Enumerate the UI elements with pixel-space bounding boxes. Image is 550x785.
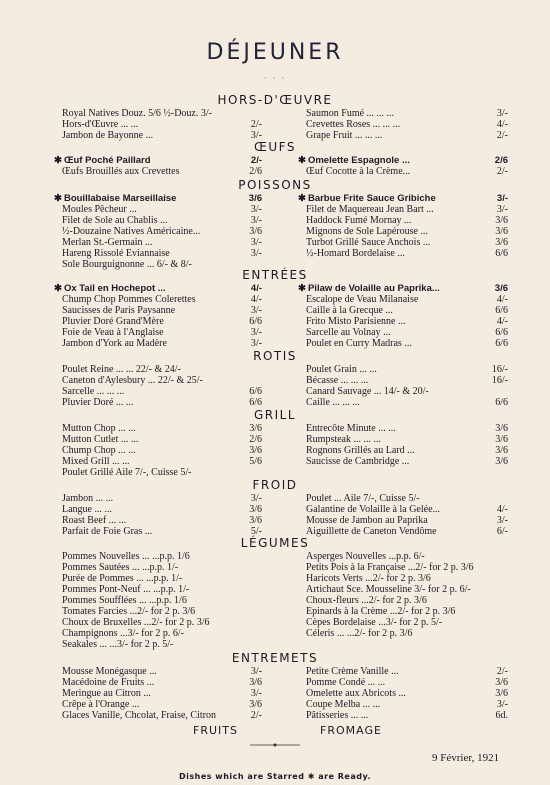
menu-item	[62, 562, 262, 573]
item-price: 3/6	[248, 193, 262, 204]
item-name: Entrecôte Minute ... ...	[306, 423, 396, 434]
menu-item	[306, 515, 508, 526]
item-price: 3/6	[495, 677, 508, 688]
item-price: 3/6	[495, 237, 508, 248]
item-name: Ox Tail en Hochepot ...	[63, 283, 166, 294]
item-price: 3/-	[250, 130, 262, 141]
item-price: 4/-	[496, 504, 508, 515]
item-name: Pomme Condé ... ...	[306, 677, 386, 688]
menu-item	[62, 639, 262, 650]
item-price: 3/6	[495, 226, 508, 237]
item-name: Canard Sauvage ... 14/- & 20/-	[306, 386, 429, 397]
menu-item	[306, 493, 508, 504]
section-heading: POISSONS	[238, 178, 312, 192]
item-price: 3/6	[495, 215, 508, 226]
menu-item	[306, 316, 508, 327]
item-price: 3/6	[249, 423, 262, 434]
menu-item	[54, 155, 262, 166]
item-price: 3/6	[495, 445, 508, 456]
item-price: 2/6	[494, 155, 508, 166]
menu-item	[306, 445, 508, 456]
menu-item	[62, 423, 262, 434]
item-name: Jambon d'York au Madère	[62, 338, 167, 349]
item-price: 3/-	[250, 215, 262, 226]
item-name: Artichaut Sce. Mousseline 3/- for 2 p. 6/-	[306, 584, 471, 595]
item-price: 6/6	[495, 248, 508, 259]
ornament-divider	[250, 742, 300, 748]
menu-item	[62, 551, 262, 562]
item-price: 3/6	[495, 688, 508, 699]
item-name: Frito Misto Parisienne ...	[306, 316, 406, 327]
item-price: 3/-	[250, 666, 262, 677]
menu-item	[298, 193, 508, 204]
item-price: 6d.	[495, 710, 508, 721]
menu-item	[298, 155, 508, 166]
item-price: 3/-	[250, 493, 262, 504]
menu-item	[306, 573, 508, 584]
item-price: 3/6	[249, 504, 262, 515]
menu-item	[54, 283, 262, 294]
item-price: 3/-	[250, 688, 262, 699]
menu-item	[306, 375, 508, 386]
section-heading: HORS-D'ŒUVRE	[217, 93, 333, 107]
item-price: 5/-	[250, 526, 262, 537]
item-name: Chump Chop ... ...	[62, 445, 136, 456]
menu-item	[62, 248, 262, 259]
menu-item	[306, 215, 508, 226]
item-name: Pommes Nouvelles ... ...p.p. 1/6	[62, 551, 190, 562]
menu-item	[62, 397, 262, 408]
item-price: 3/-	[496, 108, 508, 119]
item-name: Glaces Vanille, Chcolat, Fraise, Citron	[62, 710, 216, 721]
item-name: Escalope de Veau Milanaise	[306, 294, 419, 305]
page-title: DÉJEUNER	[206, 40, 344, 65]
menu-item	[62, 445, 262, 456]
item-name: Filet de Sole au Chablis ...	[62, 215, 168, 226]
item-name: Mutton Cutlet ... ...	[62, 434, 139, 445]
item-name: Caille à la Grecque ...	[306, 305, 393, 316]
item-name: Cèpes Bordelaise ...3/- for 2 p. 5/-	[306, 617, 443, 628]
menu-item	[306, 551, 508, 562]
item-name: Jambon de Bayonne ...	[62, 130, 154, 141]
menu-item	[306, 423, 508, 434]
item-price: 6/6	[495, 338, 508, 349]
menu-item	[306, 595, 508, 606]
item-name: Turbot Grillé Sauce Anchois ...	[306, 237, 431, 248]
menu-item	[298, 283, 508, 294]
item-name: Sole Bourguignonne ... 6/- & 8/-	[62, 259, 192, 270]
item-price: 3/-	[250, 248, 262, 259]
item-name: Merlan St.-Germain ...	[62, 237, 153, 248]
menu-item	[306, 584, 508, 595]
section-heading: GRILL	[253, 408, 297, 422]
item-name: Jambon ... ...	[62, 493, 114, 504]
item-name: Poulet Grillé Aile 7/-, Cuisse 5/-	[62, 467, 192, 478]
item-name: Haricots Verts ...2/- for 2 p. 3/6	[306, 573, 431, 584]
item-price: 3/-	[250, 204, 262, 215]
item-price: 3/6	[495, 423, 508, 434]
menu-item	[306, 397, 508, 408]
menu-item	[306, 710, 508, 721]
menu-item	[62, 666, 262, 677]
item-price: 6/6	[249, 316, 262, 327]
item-price: 2/6	[249, 166, 262, 177]
menu-date: 9 Février, 1921	[432, 752, 500, 764]
item-name: Pilaw de Volaille au Paprika...	[307, 283, 440, 294]
menu-item	[306, 628, 508, 639]
item-name: Rognons Grillés au Lard ...	[306, 445, 415, 456]
menu-item	[306, 504, 508, 515]
menu-item	[62, 327, 262, 338]
item-price: 6/6	[495, 327, 508, 338]
menu-item	[62, 606, 262, 617]
item-name: Filet de Maquereau Jean Bart ...	[306, 204, 434, 215]
section-heading: LÉGUMES	[240, 536, 310, 550]
item-name: Pommes Sautées ... ...p.p. 1/-	[62, 562, 179, 573]
item-name: Pluvier Doré ... ...	[62, 397, 134, 408]
item-name: Poulet Grain ... ...	[306, 364, 377, 375]
menu-item	[306, 606, 508, 617]
item-name: Bécasse ... ... ...	[306, 375, 369, 386]
item-name: ½-Douzaine Natives Américaine...	[62, 226, 201, 237]
menu-item	[62, 584, 262, 595]
item-name: Pommes Pont-Neuf ... ...p.p. 1/-	[62, 584, 190, 595]
item-name: Mousse Monégasque ...	[62, 666, 157, 677]
menu-item	[306, 386, 508, 397]
item-name: Roast Beef ... ...	[62, 515, 127, 526]
item-name: Choux-fleurs ...2/- for 2 p. 3/6	[306, 595, 427, 606]
item-price: 6/6	[249, 386, 262, 397]
menu-item	[306, 226, 508, 237]
title-divider: · · ·	[264, 74, 286, 83]
item-price: 3/-	[496, 193, 508, 204]
item-price: 4/-	[496, 294, 508, 305]
item-name: Hareng Rissolé Eviannaise	[62, 248, 170, 259]
item-name: Foie de Veau à l'Anglaise	[62, 327, 164, 338]
item-name: Petite Crème Vanille ...	[306, 666, 399, 677]
star-icon: ✱	[298, 193, 306, 204]
menu-item	[62, 515, 262, 526]
item-price: 3/6	[495, 456, 508, 467]
item-name: Omelette Espagnole ...	[307, 155, 410, 166]
menu-item	[62, 677, 262, 688]
item-name: Coupe Melba ... ...	[306, 699, 381, 710]
menu-item	[62, 338, 262, 349]
menu-item	[62, 316, 262, 327]
item-price: 16/-	[491, 364, 508, 375]
item-name: Poulet en Curry Madras ...	[306, 338, 412, 349]
item-name: Parfait de Foie Gras ...	[62, 526, 153, 537]
item-name: Barbue Frite Sauce Gribiche	[307, 193, 436, 204]
item-price: 6/6	[495, 397, 508, 408]
item-name: Saumon Fumé ... ... ...	[306, 108, 395, 119]
menu-item	[306, 305, 508, 316]
item-name: Céleris ... ...2/- for 2 p. 3/6	[306, 628, 413, 639]
item-name: Moules Pêcheur ...	[62, 204, 137, 215]
item-price: 16/-	[491, 375, 508, 386]
menu-item	[306, 294, 508, 305]
menu-item	[62, 493, 262, 504]
item-name: Choux de Bruxelles ...2/- for 2 p. 3/6	[62, 617, 210, 628]
item-name: Aiguillette de Caneton Vendôme	[306, 526, 437, 537]
section-heading: ROTIS	[253, 349, 297, 363]
menu-item	[306, 456, 508, 467]
item-name: Seakales ... ...3/- for 2 p. 5/-	[62, 639, 174, 650]
menu-item	[62, 467, 262, 478]
menu-item	[306, 562, 508, 573]
section-heading: ENTREMETS	[231, 651, 319, 665]
section-heading: FROID	[252, 478, 298, 492]
menu-item	[306, 677, 508, 688]
menu-item	[62, 215, 262, 226]
star-icon: ✱	[54, 283, 62, 294]
item-price: 4/-	[496, 119, 508, 130]
menu-item	[62, 573, 262, 584]
menu-item	[62, 108, 262, 119]
item-price: 3/-	[496, 204, 508, 215]
item-price: 3/6	[495, 434, 508, 445]
section-heading: ŒUFS	[254, 140, 296, 154]
item-name: ½-Homard Bordelaise ...	[306, 248, 405, 259]
item-name: Pâtisseries ... ...	[306, 710, 369, 721]
item-price: 3/6	[249, 677, 262, 688]
item-price: 3/-	[250, 327, 262, 338]
item-price: 2/-	[250, 119, 262, 130]
item-name: Grape Fruit ... ... ...	[306, 130, 383, 141]
menu-item	[62, 119, 262, 130]
item-price: 2/-	[250, 155, 262, 166]
star-icon: ✱	[298, 283, 306, 294]
item-price: 3/6	[249, 699, 262, 710]
menu-item	[62, 294, 262, 305]
item-name: Haddock Fumé Mornay ...	[306, 215, 412, 226]
item-name: Mousse de Jambon au Paprika	[306, 515, 428, 526]
item-price: 4/-	[250, 294, 262, 305]
menu-item	[306, 204, 508, 215]
menu-item	[62, 699, 262, 710]
star-icon: ✱	[54, 193, 62, 204]
item-price: 2/-	[250, 710, 262, 721]
menu-item	[306, 327, 508, 338]
menu-item	[62, 166, 262, 177]
item-name: Meringue au Citron ...	[62, 688, 151, 699]
item-price: 2/-	[496, 166, 508, 177]
item-name: Caneton d'Aylesbury ... 22/- & 25/-	[62, 375, 203, 386]
menu-item	[62, 305, 262, 316]
menu-item	[62, 456, 262, 467]
item-name: Crevettes Roses ... ... ...	[306, 119, 401, 130]
menu-item	[62, 364, 262, 375]
item-name: Hors-d'Œuvre ... ...	[62, 119, 139, 130]
star-icon: ✱	[54, 155, 62, 166]
item-price: 6/6	[495, 305, 508, 316]
menu-item	[306, 617, 508, 628]
item-price: 2/-	[496, 666, 508, 677]
item-name: Langue ... ...	[62, 504, 112, 515]
item-name: Rumpsteak ... ... ...	[306, 434, 381, 445]
item-name: Crêpe à l'Orange ...	[62, 699, 140, 710]
item-price: 3/-	[496, 515, 508, 526]
item-price: 5/6	[249, 456, 262, 467]
menu-item	[62, 226, 262, 237]
item-name: Mixed Grill ... ...	[62, 456, 130, 467]
menu-item	[62, 688, 262, 699]
menu-item	[306, 699, 508, 710]
item-name: Pommes Soufflées ... ...p.p. 1/6	[62, 595, 187, 606]
item-name: Poulet Reine ... ... 22/- & 24/-	[62, 364, 181, 375]
item-name: Epinards à la Crème ...2/- for 2 p. 3/6	[306, 606, 456, 617]
fruits-heading: FRUITS	[193, 724, 238, 737]
item-price: 6/-	[496, 526, 508, 537]
item-price: 4/-	[496, 316, 508, 327]
menu-item	[306, 119, 508, 130]
item-price: 3/6	[249, 515, 262, 526]
menu-item	[62, 386, 262, 397]
item-price: 3/-	[250, 237, 262, 248]
star-icon: ✱	[298, 155, 306, 166]
menu-item	[62, 204, 262, 215]
item-price: 3/6	[249, 445, 262, 456]
menu-item	[306, 364, 508, 375]
item-name: Asperges Nouvelles ...p.p. 6/-	[306, 551, 425, 562]
item-name: Sarcelle au Volnay ...	[306, 327, 391, 338]
item-name: Purée de Pommes ... ...p.p. 1/-	[62, 573, 183, 584]
menu-item	[306, 248, 508, 259]
menu-item	[62, 434, 262, 445]
item-name: Galantine de Volaille à la Gelée...	[306, 504, 441, 515]
item-price: 3/6	[249, 226, 262, 237]
menu-item	[62, 710, 262, 721]
menu-item	[306, 666, 508, 677]
item-name: Pluvier Doré Grand'Mère	[62, 316, 164, 327]
item-name: Saucisses de Paris Paysanne	[62, 305, 176, 316]
menu-item	[54, 193, 262, 204]
item-price: 4/-	[250, 283, 262, 294]
menu-item	[306, 434, 508, 445]
item-name: Œufs Brouillés aux Crevettes	[62, 166, 180, 177]
item-name: Royal Natives Douz. 5/6 ½-Douz. 3/-	[62, 108, 212, 119]
item-name: Champignons ...3/- for 2 p. 6/-	[62, 628, 184, 639]
item-price: 6/6	[249, 397, 262, 408]
menu-item	[306, 166, 508, 177]
item-name: Bouillabaise Marseillaise	[63, 193, 177, 204]
item-price: 2/6	[249, 434, 262, 445]
menu-item	[306, 108, 508, 119]
item-name: Petits Pois à la Française ...2/- for 2 p. 3/6	[306, 562, 474, 573]
menu-item	[306, 237, 508, 248]
item-price: 3/-	[496, 699, 508, 710]
fromage-heading: FROMAGE	[320, 724, 382, 737]
menu-item	[62, 595, 262, 606]
menu-item	[62, 617, 262, 628]
item-name: Chump Chop Pommes Colerettes	[62, 294, 196, 305]
item-name: Mutton Chop ... ...	[62, 423, 136, 434]
item-name: Saucisse de Cambridge ...	[306, 456, 410, 467]
item-price: 2/-	[496, 130, 508, 141]
item-name: Œuf Cocotte à la Crème...	[306, 166, 411, 177]
item-price: 3/6	[494, 283, 508, 294]
menu-item	[62, 375, 262, 386]
item-name: Tomates Farcies ...2/- for 2 p. 3/6	[62, 606, 196, 617]
menu-item	[306, 688, 508, 699]
item-name: Poulet ... Aile 7/-, Cuisse 5/-	[306, 493, 420, 504]
menu-item	[62, 504, 262, 515]
menu-item	[62, 628, 262, 639]
item-name: Mignons de Sole Lapérouse ...	[306, 226, 428, 237]
starred-notice: Dishes which are Starred ✱ are Ready.	[178, 772, 371, 781]
item-name: Sarcelle ... ... ...	[62, 386, 125, 397]
section-heading: ENTRÉES	[242, 268, 308, 282]
item-name: Caille ... ... ...	[306, 397, 360, 408]
item-name: Macédoine de Fruits ...	[62, 677, 155, 688]
item-name: Omelette aux Abricots ...	[306, 688, 406, 699]
menu-item	[62, 237, 262, 248]
menu-item	[306, 338, 508, 349]
item-price: 3/-	[250, 338, 262, 349]
item-name: Œuf Poché Paillard	[63, 155, 151, 166]
item-price: 3/-	[250, 305, 262, 316]
